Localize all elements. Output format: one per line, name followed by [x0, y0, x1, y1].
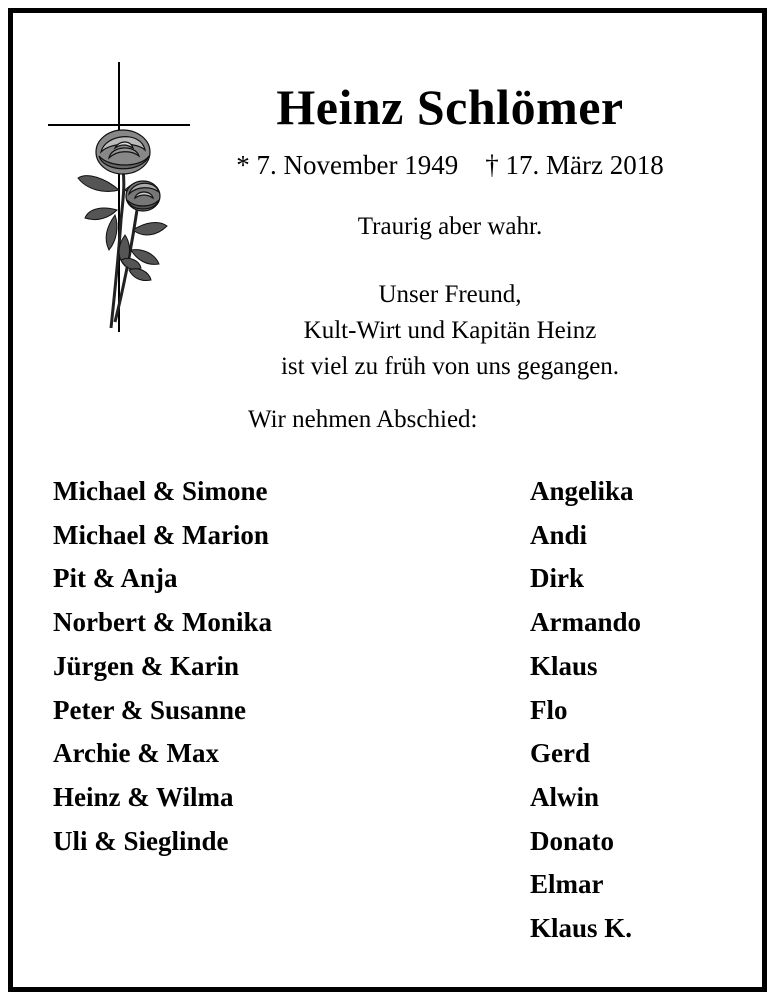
mourner-name: Michael & Simone: [53, 476, 268, 506]
mourner-name: Michael & Marion: [53, 519, 269, 550]
mourner-name: Dirk: [530, 563, 584, 594]
mourner-name: Peter & Susanne: [53, 694, 246, 725]
mourner-name: Pit & Anja: [53, 563, 178, 594]
mourner-name: Klaus: [530, 650, 598, 681]
tribute-message: [180, 277, 720, 385]
farewell-line: Wir nehmen Abschied:: [248, 406, 478, 433]
mourner-name: Angelika: [530, 476, 634, 506]
life-dates: [180, 150, 720, 181]
message-line: Kult-Wirt und Kapitän Heinz: [303, 317, 597, 344]
mourner-name: Elmar: [530, 869, 604, 900]
mourner-name: Archie & Max: [53, 738, 219, 769]
mourner-name: Norbert & Monika: [53, 607, 272, 638]
message-line: ist viel zu früh von uns gegangen.: [280, 353, 620, 380]
birth-date: * 7. November 1949: [236, 150, 459, 180]
mourners-right-column: [530, 470, 641, 951]
mourner-name: Flo: [530, 694, 568, 725]
mourner-name: Andi: [530, 519, 588, 550]
mourner-name: Armando: [530, 607, 642, 638]
death-date: † 17. März 2018: [485, 150, 664, 180]
intro-line: Traurig aber wahr.: [357, 213, 543, 240]
mourner-name: Klaus K.: [530, 913, 633, 944]
cross-with-roses-icon: [45, 60, 195, 340]
deceased-name: Heinz Schlömer: [276, 79, 624, 135]
mourner-name: Alwin: [530, 781, 600, 812]
mourner-name: Heinz & Wilma: [53, 781, 234, 812]
message-line: Unser Freund,: [378, 281, 522, 308]
mourner-name: Jürgen & Karin: [53, 650, 239, 681]
mourner-name: Gerd: [530, 738, 590, 769]
mourners-left-column: [53, 470, 272, 863]
mourner-name: Donato: [530, 825, 615, 856]
mourner-name: Uli & Sieglinde: [53, 825, 229, 856]
